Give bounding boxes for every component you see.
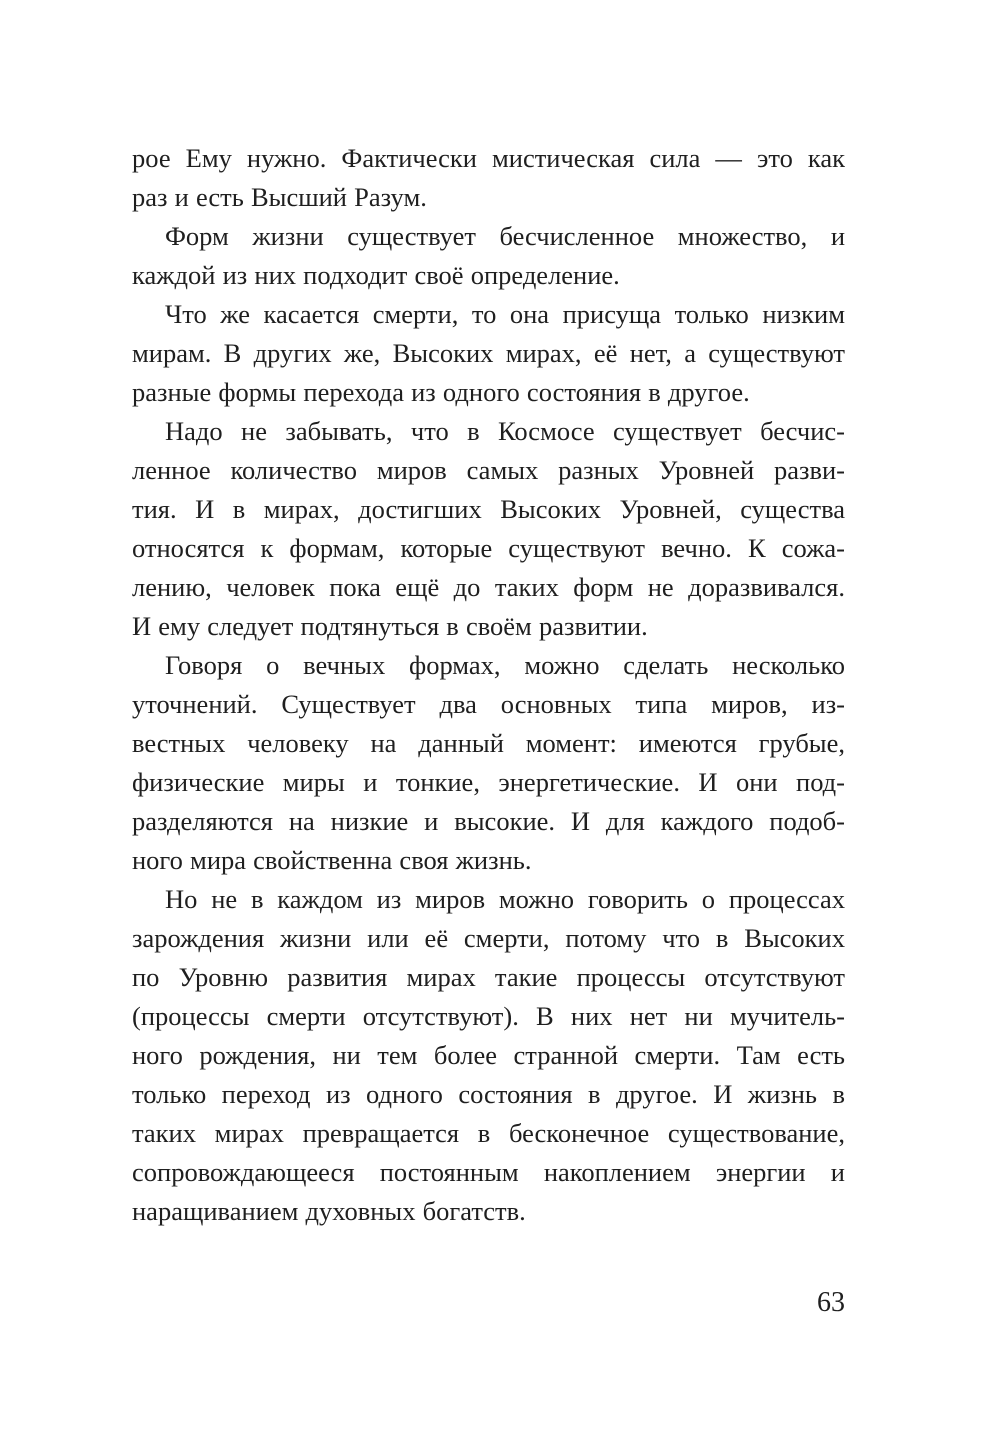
text-line: каждой из них подходит своё определение. xyxy=(132,260,620,290)
text-line: относятся к формам, которые существуют вечно. К сожа- xyxy=(132,533,845,563)
body-text xyxy=(132,139,845,1231)
page-number: 63 xyxy=(817,1287,845,1318)
text-line: Но не в каждом из миров можно говорить о процессах xyxy=(165,884,845,914)
text-line: мирам. В других же, Высоких мирах, её нет, а существуют xyxy=(132,338,845,368)
text-line: зарождения жизни или её смерти, потому что в Высоких xyxy=(132,923,845,953)
text-line: разделяются на низкие и высокие. И для каждого подоб- xyxy=(132,806,845,836)
paragraph xyxy=(132,217,845,295)
text-line: ленное количество миров самых разных Уровней разви- xyxy=(132,455,845,485)
text-line: только переход из одного состояния в другое. И жизнь в xyxy=(132,1079,845,1109)
text-line: тия. И в мирах, достигших Высоких Уровней, существа xyxy=(132,494,845,524)
text-line: (процессы смерти отсутствуют). В них нет ни мучитель- xyxy=(132,1001,845,1031)
text-line: ного рождения, ни тем более странной смерти. Там есть xyxy=(132,1040,845,1070)
paragraph xyxy=(132,295,845,412)
text-line: по Уровню развития мирах такие процессы отсутствуют xyxy=(132,962,845,992)
text-line: раз и есть Высший Разум. xyxy=(132,182,427,212)
text-line: Надо не забывать, что в Космосе существует бесчис- xyxy=(165,416,845,446)
paragraph xyxy=(132,646,845,880)
text-line: вестных человеку на данный момент: имеются грубые, xyxy=(132,728,845,758)
text-line: рое Ему нужно. Фактически мистическая сила — это как xyxy=(132,143,845,173)
text-line: таких мирах превращается в бесконечное существование, xyxy=(132,1118,845,1148)
text-line: Что же касается смерти, то она присуща только низким xyxy=(165,299,845,329)
text-line: Форм жизни существует бесчисленное множество, и xyxy=(165,221,845,251)
text-line: физические миры и тонкие, энергетические. И они под- xyxy=(132,767,845,797)
text-line: Говоря о вечных формах, можно сделать несколько xyxy=(165,650,845,680)
text-line: И ему следует подтянуться в своём развитии. xyxy=(132,611,648,641)
text-line: наращиванием духовных богатств. xyxy=(132,1196,526,1226)
text-line: разные формы перехода из одного состояния в другое. xyxy=(132,377,750,407)
paragraph xyxy=(132,880,845,1231)
paragraph xyxy=(132,139,845,217)
text-line: ного мира свойственна своя жизнь. xyxy=(132,845,532,875)
text-line: лению, человек пока ещё до таких форм не доразвивался. xyxy=(132,572,845,602)
text-line: уточнений. Существует два основных типа миров, из- xyxy=(132,689,845,719)
paragraph xyxy=(132,412,845,646)
text-line: сопровождающееся постоянным накоплением энергии и xyxy=(132,1157,845,1187)
